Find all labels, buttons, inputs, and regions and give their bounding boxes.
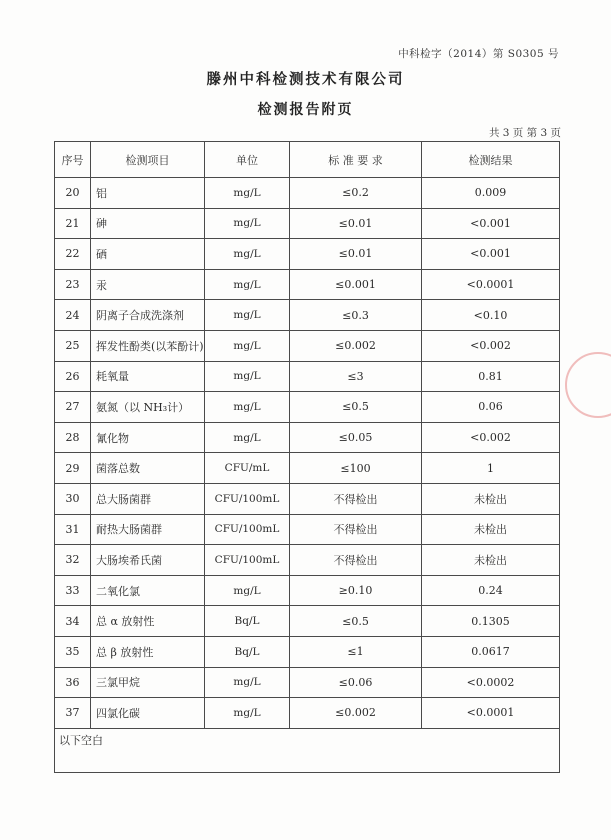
cell-result: <0.0001	[422, 269, 560, 300]
cell-standard: ≤0.3	[290, 300, 422, 331]
page-title: 检测报告附页	[257, 102, 354, 118]
cell-standard: ≤0.5	[290, 392, 422, 423]
cell-unit: mg/L	[205, 178, 290, 209]
cell-standard: ≤0.002	[290, 330, 422, 361]
cell-no: 22	[55, 239, 91, 270]
cell-item: 二氧化氯	[91, 575, 205, 606]
cell-result: 0.06	[422, 392, 560, 423]
cell-no: 26	[55, 361, 91, 392]
column-header-item: 检测项目	[91, 142, 205, 178]
table-row	[55, 300, 560, 331]
table-row	[55, 178, 560, 209]
cell-no: 33	[55, 575, 91, 606]
cell-no: 32	[55, 545, 91, 576]
cell-item: 总 β 放射性	[91, 636, 205, 667]
cell-no: 27	[55, 392, 91, 423]
table-row	[55, 361, 560, 392]
cell-no: 36	[55, 667, 91, 698]
cell-standard: ≤0.01	[290, 239, 422, 270]
cell-standard: 不得检出	[290, 545, 422, 576]
cell-unit: CFU/100mL	[205, 514, 290, 545]
table-row	[55, 698, 560, 729]
cell-unit: CFU/100mL	[205, 545, 290, 576]
cell-standard: 不得检出	[290, 514, 422, 545]
cell-item: 大肠埃希氏菌	[91, 545, 205, 576]
cell-standard: ≥0.10	[290, 575, 422, 606]
cell-item: 氨氮（以 NH₃计）	[91, 392, 205, 423]
cell-unit: mg/L	[205, 575, 290, 606]
column-header-standard: 标 准 要 求	[290, 142, 422, 178]
cell-standard: ≤0.2	[290, 178, 422, 209]
cell-unit: mg/L	[205, 208, 290, 239]
table-row	[55, 422, 560, 453]
table-row	[55, 208, 560, 239]
cell-unit: Bq/L	[205, 636, 290, 667]
blank-below-note: 以下空白	[55, 728, 560, 772]
cell-item: 汞	[91, 269, 205, 300]
test-results-table	[54, 141, 560, 773]
cell-result: 未检出	[422, 545, 560, 576]
cell-result: <0.0002	[422, 667, 560, 698]
cell-no: 21	[55, 208, 91, 239]
cell-no: 31	[55, 514, 91, 545]
cell-result: <0.10	[422, 300, 560, 331]
cell-item: 耗氧量	[91, 361, 205, 392]
cell-item: 三氯甲烷	[91, 667, 205, 698]
cell-standard: ≤0.002	[290, 698, 422, 729]
cell-item: 四氯化碳	[91, 698, 205, 729]
cell-standard: ≤0.01	[290, 208, 422, 239]
cell-item: 阴离子合成洗涤剂	[91, 300, 205, 331]
cell-no: 28	[55, 422, 91, 453]
table-row	[55, 330, 560, 361]
table-row	[55, 269, 560, 300]
cell-unit: mg/L	[205, 330, 290, 361]
cell-no: 35	[55, 636, 91, 667]
table-row	[55, 636, 560, 667]
table-body	[55, 178, 560, 729]
cell-item: 总 α 放射性	[91, 606, 205, 637]
cell-unit: Bq/L	[205, 606, 290, 637]
cell-no: 29	[55, 453, 91, 484]
red-seal-stamp	[565, 352, 611, 418]
table-row	[55, 453, 560, 484]
cell-unit: mg/L	[205, 392, 290, 423]
cell-item: 砷	[91, 208, 205, 239]
table-row	[55, 239, 560, 270]
table-row	[55, 545, 560, 576]
cell-item: 硒	[91, 239, 205, 270]
cell-result: 未检出	[422, 514, 560, 545]
table-footer-row	[55, 728, 560, 772]
cell-result: 0.81	[422, 361, 560, 392]
cell-standard: ≤0.001	[290, 269, 422, 300]
cell-no: 20	[55, 178, 91, 209]
cell-standard: ≤0.05	[290, 422, 422, 453]
cell-no: 30	[55, 483, 91, 514]
column-header-unit: 单位	[205, 142, 290, 178]
table-row	[55, 392, 560, 423]
cell-result: 未检出	[422, 483, 560, 514]
cell-result: 0.1305	[422, 606, 560, 637]
cell-result: <0.0001	[422, 698, 560, 729]
cell-standard: ≤3	[290, 361, 422, 392]
cell-no: 23	[55, 269, 91, 300]
cell-unit: CFU/100mL	[205, 483, 290, 514]
column-header-no: 序号	[55, 142, 91, 178]
cell-unit: mg/L	[205, 698, 290, 729]
cell-unit: mg/L	[205, 361, 290, 392]
cell-result: 1	[422, 453, 560, 484]
cell-item: 氰化物	[91, 422, 205, 453]
cell-item: 菌落总数	[91, 453, 205, 484]
page-count: 共 3 页 第 3 页	[488, 127, 561, 139]
cell-standard: ≤100	[290, 453, 422, 484]
cell-unit: CFU/mL	[205, 453, 290, 484]
cell-item: 耐热大肠菌群	[91, 514, 205, 545]
cell-result: <0.002	[422, 422, 560, 453]
cell-item: 铝	[91, 178, 205, 209]
cell-standard: 不得检出	[290, 483, 422, 514]
table-row	[55, 575, 560, 606]
company-name: 滕州中科检测技术有限公司	[206, 71, 405, 88]
cell-unit: mg/L	[205, 422, 290, 453]
document-number: 中科检字（2014）第 S0305 号	[398, 48, 559, 60]
cell-standard: ≤0.06	[290, 667, 422, 698]
cell-standard: ≤0.5	[290, 606, 422, 637]
cell-result: 0.0617	[422, 636, 560, 667]
table-row	[55, 483, 560, 514]
cell-standard: ≤1	[290, 636, 422, 667]
cell-no: 37	[55, 698, 91, 729]
cell-result: 0.009	[422, 178, 560, 209]
cell-item: 总大肠菌群	[91, 483, 205, 514]
table-header-row	[55, 142, 560, 178]
table-row	[55, 606, 560, 637]
cell-unit: mg/L	[205, 300, 290, 331]
cell-no: 34	[55, 606, 91, 637]
cell-unit: mg/L	[205, 269, 290, 300]
cell-item: 挥发性酚类(以苯酚计)	[91, 330, 205, 361]
cell-unit: mg/L	[205, 667, 290, 698]
cell-no: 24	[55, 300, 91, 331]
cell-result: <0.001	[422, 208, 560, 239]
table-row	[55, 667, 560, 698]
cell-result: <0.001	[422, 239, 560, 270]
cell-no: 25	[55, 330, 91, 361]
cell-result: <0.002	[422, 330, 560, 361]
column-header-result: 检测结果	[422, 142, 560, 178]
cell-result: 0.24	[422, 575, 560, 606]
table-row	[55, 514, 560, 545]
cell-unit: mg/L	[205, 239, 290, 270]
